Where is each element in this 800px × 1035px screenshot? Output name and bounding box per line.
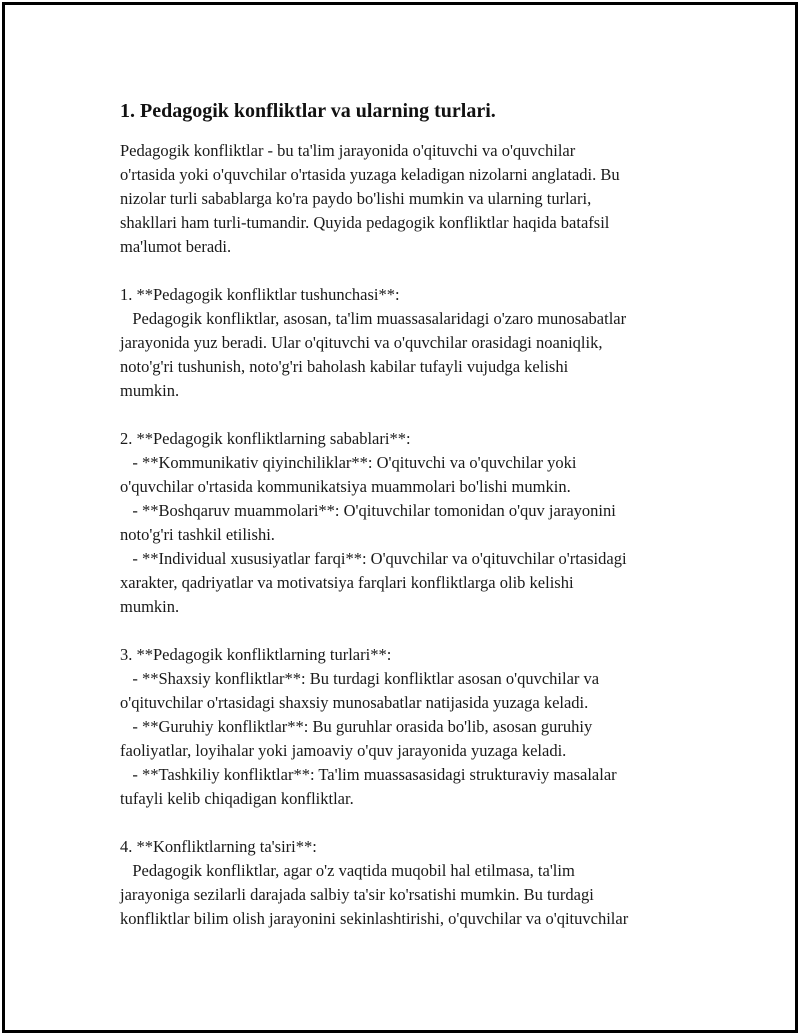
text-line: noto'g'ri tashkil etilishi. xyxy=(120,525,275,544)
text-line: o'quvchilar o'rtasida kommunikatsiya muammolari bo'lishi mumkin. xyxy=(120,477,571,496)
text-line: xarakter, qadriyatlar va motivatsiya farqlari konfliktlarga olib kelishi xyxy=(120,573,574,592)
section-heading: 1. **Pedagogik konfliktlar tushunchasi**: xyxy=(120,285,400,304)
paragraph-gap xyxy=(120,619,700,643)
section-heading: 4. **Konfliktlarning ta'siri**: xyxy=(120,837,317,856)
text-line: Pedagogik konfliktlar, agar o'z vaqtida muqobil hal etilmasa, ta'lim xyxy=(120,861,575,880)
paragraph-gap xyxy=(120,811,700,835)
text-line: ma'lumot beradi. xyxy=(120,237,232,256)
text-line: Pedagogik konfliktlar - bu ta'lim jarayonida o'qituvchi va o'quvchilar xyxy=(120,141,576,160)
paragraph-gap xyxy=(120,259,700,283)
text-line: jarayoniga sezilarli darajada salbiy ta'sir ko'rsatishi mumkin. Bu turdagi xyxy=(120,885,594,904)
section-concept xyxy=(120,283,700,403)
list-item: - **Tashkiliy konfliktlar**: Ta'lim muassasasidagi strukturaviy masalalar xyxy=(120,765,617,784)
text-line: Pedagogik konfliktlar, asosan, ta'lim muassasalaridagi o'zaro munosabatlar xyxy=(120,309,627,328)
text-line: mumkin. xyxy=(120,381,180,400)
text-line: noto'g'ri tushunish, noto'g'ri baholash kabilar tufayli vujudga kelishi xyxy=(120,357,569,376)
text-line: konfliktlar bilim olish jarayonini sekinlashtirishi, o'quvchilar va o'qituvchilar xyxy=(120,909,629,928)
document-page xyxy=(2,2,798,1033)
list-item: - **Kommunikativ qiyinchiliklar**: O'qituvchi va o'quvchilar yoki xyxy=(120,453,577,472)
section-causes xyxy=(120,427,700,619)
text-line: o'rtasida yoki o'quvchilar o'rtasida yuzaga keladigan nizolarni anglatadi. Bu xyxy=(120,165,620,184)
text-line: shakllari ham turli-tumandir. Quyida pedagogik konfliktlar haqida batafsil xyxy=(120,213,610,232)
list-item: - **Individual xususiyatlar farqi**: O'quvchilar va o'qituvchilar o'rtasidagi xyxy=(120,549,627,568)
section-heading: 3. **Pedagogik konfliktlarning turlari**: xyxy=(120,645,392,664)
intro-paragraph xyxy=(120,139,700,259)
section-impact xyxy=(120,835,700,931)
document-title: 1. Pedagogik konfliktlar va ularning turlari. xyxy=(120,100,496,122)
list-item: - **Boshqaruv muammolari**: O'qituvchilar tomonidan o'quv jarayonini xyxy=(120,501,616,520)
list-item: - **Shaxsiy konfliktlar**: Bu turdagi konfliktlar asosan o'quvchilar va xyxy=(120,669,600,688)
list-item: - **Guruhiy konfliktlar**: Bu guruhlar orasida bo'lib, asosan guruhiy xyxy=(120,717,593,736)
text-line: tufayli kelib chiqadigan konfliktlar. xyxy=(120,789,354,808)
text-line: o'qituvchilar o'rtasidagi shaxsiy munosabatlar natijasida yuzaga keladi. xyxy=(120,693,589,712)
text-line: jarayonida yuz beradi. Ular o'qituvchi va o'quvchilar orasidagi noaniqlik, xyxy=(120,333,603,352)
text-line: nizolar turli sabablarga ko'ra paydo bo'lishi mumkin va ularning turlari, xyxy=(120,189,592,208)
document-body xyxy=(120,99,700,931)
section-heading: 2. **Pedagogik konfliktlarning sabablari**: xyxy=(120,429,411,448)
text-line: faoliyatlar, loyihalar yoki jamoaviy o'quv jarayonida yuzaga keladi. xyxy=(120,741,567,760)
section-types xyxy=(120,643,700,811)
text-line: mumkin. xyxy=(120,597,180,616)
paragraph-gap xyxy=(120,403,700,427)
